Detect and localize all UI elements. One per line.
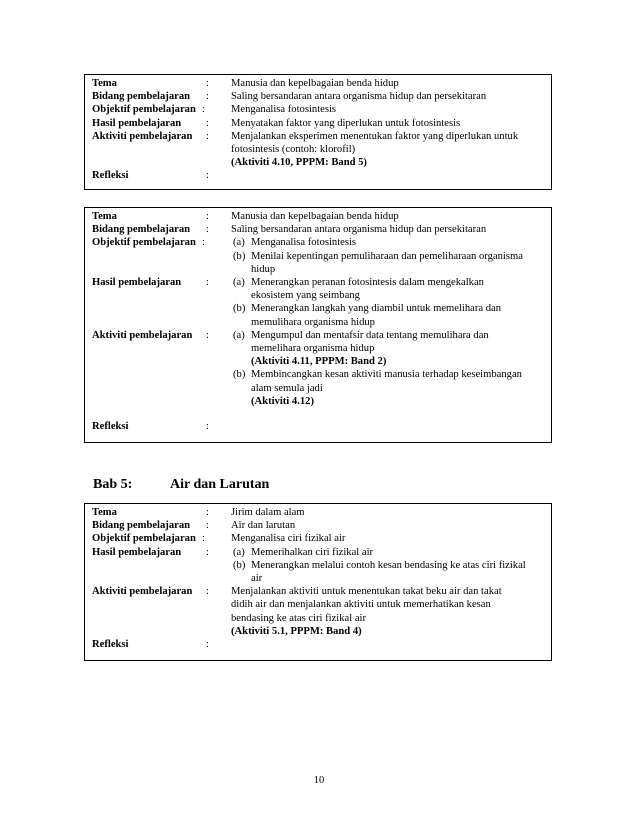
value-hasil: Menyatakan faktor yang diperlukan untuk fotosintesis xyxy=(231,117,461,129)
label-bidang: Bidang pembelajaran xyxy=(92,91,191,103)
activity-reference: (Aktiviti 4.12) xyxy=(251,395,314,407)
item-text: Memerihalkan ciri fizikal air xyxy=(251,546,374,558)
colon: : xyxy=(206,639,209,651)
row-bidang xyxy=(85,519,551,532)
lesson-box-3 xyxy=(84,503,552,661)
colon: : xyxy=(206,329,209,341)
item-marker: (a) xyxy=(233,237,245,249)
label-bidang: Bidang pembelajaran xyxy=(92,520,191,532)
item-text: Menganalisa fotosintesis xyxy=(251,237,357,249)
item-marker: (a) xyxy=(233,546,245,558)
colon: : xyxy=(202,237,205,249)
colon: : xyxy=(206,130,209,142)
value-aktiviti-line: didih air dan menjalankan aktiviti untuk memerhatikan kesan xyxy=(231,599,491,611)
label-objektif: Objektif pembelajaran xyxy=(92,104,196,116)
label-tema: Tema xyxy=(92,78,117,89)
value-objektif: Menganalisa fotosintesis xyxy=(231,104,337,116)
item-text: Menerangkan langkah yang diambil untuk memelihara dan xyxy=(251,303,502,315)
item-text: air xyxy=(251,573,263,585)
label-hasil: Hasil pembelajaran xyxy=(92,117,182,129)
row-bidang xyxy=(85,223,551,236)
item-marker: (a) xyxy=(233,329,245,341)
row-refleksi xyxy=(85,420,551,434)
list-item xyxy=(231,276,547,302)
list-item xyxy=(231,302,547,328)
colon: : xyxy=(206,586,209,598)
colon: : xyxy=(202,533,205,545)
list-item xyxy=(231,546,547,559)
item-text: Membincangkan kesan aktiviti manusia terhadap keseimbangan xyxy=(251,369,522,381)
value-bidang: Saling bersandaran antara organisma hidup dan persekitaran xyxy=(231,91,487,103)
row-aktiviti xyxy=(85,585,551,638)
chapter-heading xyxy=(93,477,269,493)
colon: : xyxy=(206,546,209,558)
item-marker: (b) xyxy=(233,369,246,381)
row-objektif xyxy=(85,532,551,545)
value-tema: Manusia dan kepelbagaian benda hidup xyxy=(231,211,399,222)
label-aktiviti: Aktiviti pembelajaran xyxy=(92,130,193,142)
label-hasil: Hasil pembelajaran xyxy=(92,546,182,558)
colon: : xyxy=(206,211,209,222)
value-bidang: Saling bersandaran antara organisma hidup dan persekitaran xyxy=(231,224,487,236)
list-item xyxy=(231,368,547,408)
page-number: 10 xyxy=(313,775,325,786)
row-objektif xyxy=(85,236,551,276)
value-aktiviti-line: Menjalankan eksperimen menentukan faktor yang diperlukan untuk xyxy=(231,130,519,142)
row-hasil xyxy=(85,546,551,586)
colon: : xyxy=(206,78,209,89)
row-objektif xyxy=(85,103,551,116)
item-text: Menerangkan melalui contoh kesan bendasing ke atas ciri fizikal xyxy=(251,559,526,571)
item-text: alam semula jadi xyxy=(251,382,323,394)
value-aktiviti-line: fotosintesis (contoh: klorofil) xyxy=(231,144,356,156)
label-tema: Tema xyxy=(92,211,117,222)
label-hasil: Hasil pembelajaran xyxy=(92,277,182,289)
item-marker: (b) xyxy=(233,303,246,315)
colon: : xyxy=(202,104,205,116)
value-bidang: Air dan larutan xyxy=(231,520,296,532)
lesson-box-1 xyxy=(84,74,552,190)
chapter-number: Bab 5: xyxy=(93,477,133,492)
colon: : xyxy=(206,170,209,182)
item-text: Menerangkan peranan fotosintesis dalam mengekalkan xyxy=(251,277,484,289)
label-aktiviti: Aktiviti pembelajaran xyxy=(92,586,193,598)
row-refleksi xyxy=(85,638,551,652)
list-item xyxy=(231,236,547,249)
colon: : xyxy=(206,91,209,103)
value-aktiviti-line: bendasing ke atas ciri fizikal air xyxy=(231,612,367,624)
list-item xyxy=(231,329,547,369)
chapter-title: Air dan Larutan xyxy=(170,477,270,492)
label-refleksi: Refleksi xyxy=(92,421,129,433)
item-marker: (b) xyxy=(233,250,246,262)
item-text: hidup xyxy=(251,263,276,275)
colon: : xyxy=(206,421,209,433)
value-tema: Manusia dan kepelbagaian benda hidup xyxy=(231,78,399,89)
colon: : xyxy=(206,507,209,518)
row-tema xyxy=(85,210,551,223)
row-refleksi xyxy=(85,169,551,183)
item-text: Menilai kepentingan pemuliharaan dan pemeliharaan organisma xyxy=(251,250,523,262)
activity-reference: (Aktiviti 4.10, PPPM: Band 5) xyxy=(231,157,367,169)
label-tema: Tema xyxy=(92,507,117,518)
list-item xyxy=(231,559,547,585)
row-tema xyxy=(85,506,551,519)
colon: : xyxy=(206,117,209,129)
item-text: memelihara organisma hidup xyxy=(251,343,375,355)
row-bidang xyxy=(85,90,551,103)
row-hasil xyxy=(85,276,551,329)
item-marker: (b) xyxy=(233,559,246,571)
colon: : xyxy=(206,520,209,532)
label-bidang: Bidang pembelajaran xyxy=(92,224,191,236)
activity-reference: (Aktiviti 5.1, PPPM: Band 4) xyxy=(231,625,362,637)
item-marker: (a) xyxy=(233,277,245,289)
row-aktiviti xyxy=(85,130,551,170)
item-text: ekosistem yang seimbang xyxy=(251,290,360,302)
label-refleksi: Refleksi xyxy=(92,639,129,651)
list-item xyxy=(231,250,547,276)
colon: : xyxy=(206,224,209,236)
label-aktiviti: Aktiviti pembelajaran xyxy=(92,329,193,341)
colon: : xyxy=(206,277,209,289)
label-objektif: Objektif pembelajaran xyxy=(92,237,196,249)
row-hasil xyxy=(85,117,551,130)
lesson-box-2 xyxy=(84,207,552,443)
activity-reference: (Aktiviti 4.11, PPPM: Band 2) xyxy=(251,356,387,368)
item-text: memulihara organisma hidup xyxy=(251,316,375,328)
value-tema: Jirim dalam alam xyxy=(231,507,305,518)
value-aktiviti-line: Menjalankan aktiviti untuk menentukan takat beku air dan takat xyxy=(231,586,502,598)
row-aktiviti xyxy=(85,329,551,408)
label-refleksi: Refleksi xyxy=(92,170,129,182)
value-objektif: Menganalisa ciri fizikal air xyxy=(231,533,346,545)
label-objektif: Objektif pembelajaran xyxy=(92,533,196,545)
row-tema xyxy=(85,77,551,90)
item-text: Mengumpul dan mentafsir data tentang memulihara dan xyxy=(251,329,489,341)
